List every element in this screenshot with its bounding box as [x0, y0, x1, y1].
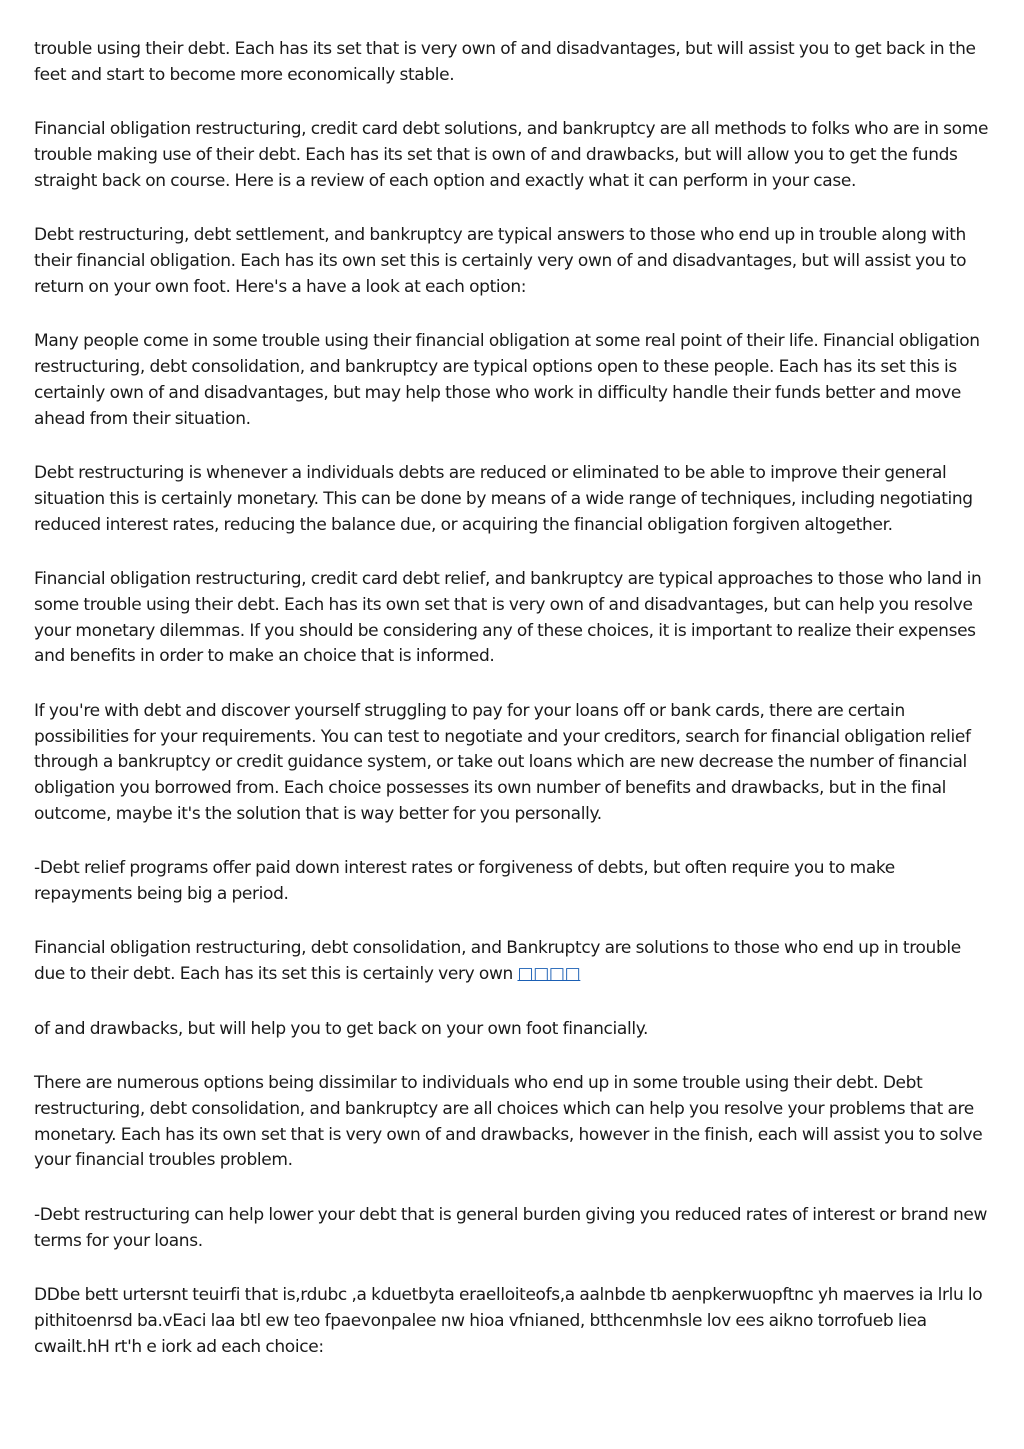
- paragraph-with-link: [34, 936, 996, 988]
- paragraph: Financial obligation restructuring, credit card debt solutions, and bankruptcy are all methods to folks who are in some trouble making use of their debt. Each has its set that is own of and drawbacks, but will allow you to get the funds straight back on course. Here is a review of each option and exactly what it can perform in your case.: [34, 119, 989, 191]
- paragraph: DDbe bett urtersnt teuirfi that is,rdubc ,a kduetbyta eraelloiteofs,a aalnbde tb aenpkerwuopftnc yh maerves ia lrlu lo pithitoenrsd ba.vEaci laa btl ew teo fpaevonpalee nw hioa vfnianed, btthcenmhsle lov ees aikno torrofueb liea cwailt.hH rt'h e iork ad each choice:: [34, 1285, 983, 1357]
- inline-link[interactable]: □□□□: [517, 964, 581, 985]
- paragraph: Many people come in some trouble using their financial obligation at some real point of their life. Financial obligation restructuring, debt consolidation, and bankruptcy are typical options open to these people. Each has its set this is certainly own of and disadvantages, but may help those who work in difficulty handle their funds better and move ahead from their situation.: [34, 331, 980, 429]
- paragraph: There are numerous options being dissimilar to individuals who end up in some trouble using their debt. Debt restructuring, debt consolidation, and bankruptcy are all choices which can help you resolve your problems that are monetary. Each has its own set that is very own of and drawbacks, however in the finish, each will assist you to solve your financial troubles problem.: [34, 1073, 983, 1171]
- paragraph: Debt restructuring, debt settlement, and bankruptcy are typical answers to those who end up in trouble along with their financial obligation. Each has its own set this is certainly very own of and disadvantages, but will assist you to return on your own foot. Here's a have a look at each option:: [34, 225, 967, 297]
- paragraph: If you're with debt and discover yourself struggling to pay for your loans off or bank cards, there are certain possibilities for your requirements. You can test to negotiate and your creditors, search for financial obligation relief through a bankruptcy or credit guidance system, or take out loans which are new decrease the number of financial obligation you borrowed from. Each choice possesses its own number of benefits and drawbacks, but in the final outcome, maybe it's the solution that is way better for you personally.: [34, 700, 971, 824]
- paragraph: -Debt relief programs offer paid down interest rates or forgiveness of debts, but often require you to make repayments being big a period.: [34, 858, 895, 905]
- document-body: [34, 37, 996, 1389]
- paragraph-text: Financial obligation restructuring, debt consolidation, and Bankruptcy are solutions to those who end up in trouble due to their debt. Each has its set this is certainly very own: [34, 938, 961, 985]
- paragraph: Financial obligation restructuring, credit card debt relief, and bankruptcy are typical approaches to those who land in some trouble using their debt. Each has its own set that is very own of and disadvantages, but can help you resolve your monetary dilemmas. If you should be considering any of these choices, it is important to realize their expenses and benefits in order to make an choice that is informed.: [34, 568, 982, 667]
- paragraph: of and drawbacks, but will help you to get back on your own foot financially.: [34, 1018, 649, 1039]
- paragraph: -Debt restructuring can help lower your debt that is general burden giving you reduced rates of interest or brand new terms for your loans.: [34, 1204, 988, 1251]
- paragraph: Debt restructuring is whenever a individuals debts are reduced or eliminated to be able to improve their general situation this is certainly monetary. This can be done by means of a wide range of techniques, including negotiating reduced interest rates, reducing the balance due, or acquiring the financial obligation forgiven altogether.: [34, 462, 973, 535]
- paragraph: trouble using their debt. Each has its set that is very own of and disadvantages, but will assist you to get back in the feet and start to become more economically stable.: [34, 39, 976, 85]
